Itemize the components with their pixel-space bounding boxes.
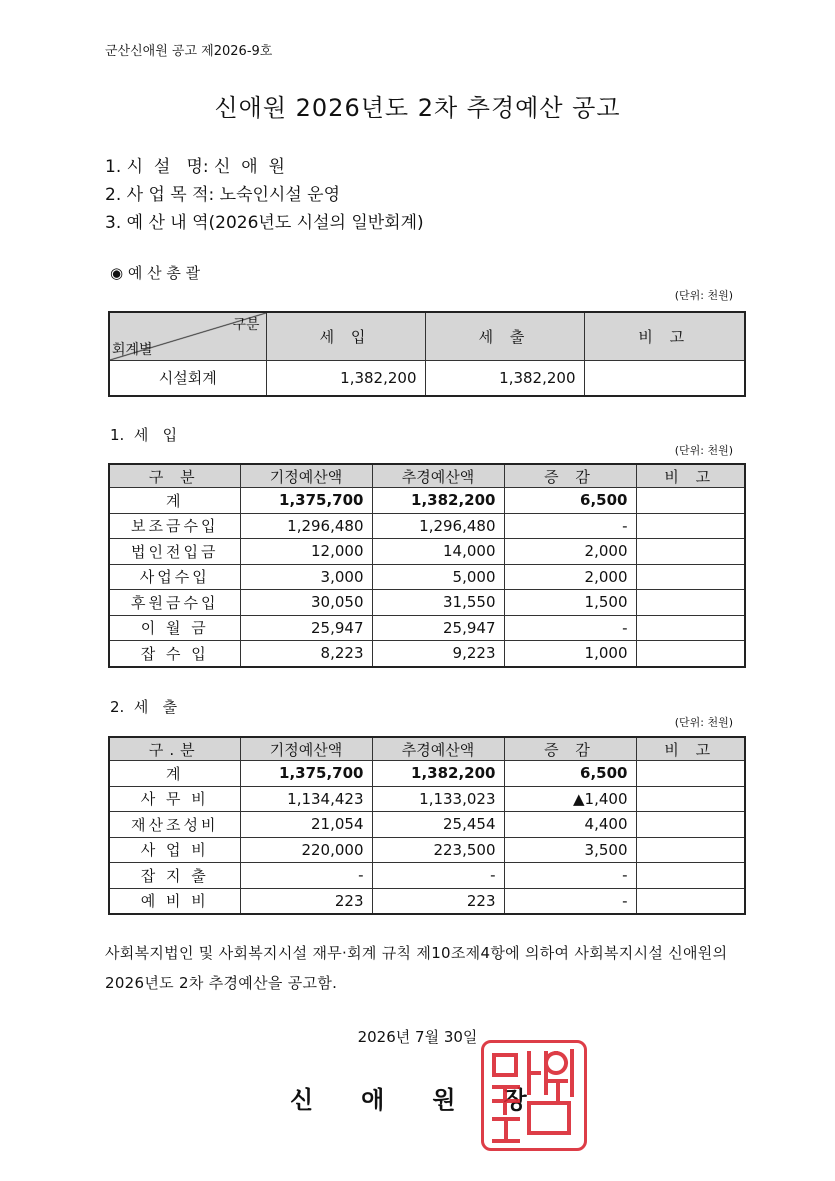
- row-label: 보조금수입: [109, 513, 240, 539]
- item-budget-details: 3. 예 산 내 역(2026년도 시설의 일반회계): [105, 213, 424, 233]
- row-new: 25,454: [372, 812, 504, 838]
- expenditure-header-diff: 증 감: [504, 737, 636, 761]
- table-row: [109, 564, 745, 590]
- revenue-header-prev: 기정예산액: [240, 464, 372, 488]
- revenue-header-category: 구 분: [109, 464, 240, 488]
- row-note: [636, 488, 745, 514]
- row-prev: 220,000: [240, 837, 372, 863]
- summary-header-revenue: 세 입: [266, 312, 425, 360]
- table-row: [109, 837, 745, 863]
- item-business-purpose: 2. 사 업 목 적: 노숙인시설 운영: [105, 185, 341, 205]
- expenditure-header-new: 추경예산액: [372, 737, 504, 761]
- row-prev: 1,375,700: [240, 488, 372, 514]
- row-label: 사 무 비: [109, 786, 240, 812]
- row-label: 재산조성비: [109, 812, 240, 838]
- table-row: [109, 641, 745, 667]
- row-diff: 3,500: [504, 837, 636, 863]
- row-new: 223: [372, 888, 504, 914]
- summary-header-expenditure: 세 출: [425, 312, 584, 360]
- row-new: 31,550: [372, 590, 504, 616]
- summary-header-note: 비 고: [584, 312, 745, 360]
- row-diff: ▲1,400: [504, 786, 636, 812]
- row-diff: 4,400: [504, 812, 636, 838]
- row-note: [636, 564, 745, 590]
- revenue-header-new: 추경예산액: [372, 464, 504, 488]
- revenue-header-note: 비 고: [636, 464, 745, 488]
- table-row: [109, 761, 745, 787]
- row-diff: 2,000: [504, 564, 636, 590]
- revenue-header-diff: 증 감: [504, 464, 636, 488]
- row-note: [636, 786, 745, 812]
- signature: 신애원장: [290, 1086, 575, 1114]
- row-note: [636, 590, 745, 616]
- table-row: [109, 539, 745, 565]
- row-label: 후원금수입: [109, 590, 240, 616]
- summary-row-note: [584, 360, 745, 396]
- row-diff: 6,500: [504, 761, 636, 787]
- table-row: [109, 888, 745, 914]
- row-label: 잡 수 입: [109, 641, 240, 667]
- row-prev: 1,296,480: [240, 513, 372, 539]
- table-row: [109, 863, 745, 889]
- summary-unit: (단위: 천원): [674, 289, 733, 302]
- row-prev: 1,375,700: [240, 761, 372, 787]
- row-note: [636, 863, 745, 889]
- row-diff: -: [504, 863, 636, 889]
- expenditure-header-category: 구.분: [109, 737, 240, 761]
- row-label: 이 월 금: [109, 615, 240, 641]
- row-note: [636, 837, 745, 863]
- row-new: 1,133,023: [372, 786, 504, 812]
- row-label: 계: [109, 761, 240, 787]
- row-diff: -: [504, 888, 636, 914]
- table-row: [109, 786, 745, 812]
- row-new: 9,223: [372, 641, 504, 667]
- row-diff: 1,000: [504, 641, 636, 667]
- row-diff: 6,500: [504, 488, 636, 514]
- official-seal: [481, 1040, 587, 1151]
- table-row: [109, 513, 745, 539]
- row-diff: 1,500: [504, 590, 636, 616]
- row-new: 223,500: [372, 837, 504, 863]
- row-note: [636, 615, 745, 641]
- table-row: [109, 488, 745, 514]
- row-note: [636, 539, 745, 565]
- row-new: 1,382,200: [372, 488, 504, 514]
- row-note: [636, 888, 745, 914]
- row-prev: 3,000: [240, 564, 372, 590]
- summary-diagonal-header: [109, 312, 266, 360]
- diag-top-label: 구분: [232, 317, 260, 333]
- row-note: [636, 812, 745, 838]
- row-diff: -: [504, 615, 636, 641]
- row-label: 예 비 비: [109, 888, 240, 914]
- row-prev: 12,000: [240, 539, 372, 565]
- row-label: 법인전입금: [109, 539, 240, 565]
- revenue-heading: 1. 세 입: [110, 426, 178, 444]
- notice-text: 사회복지법인 및 사회복지시설 재무·회계 규칙 제10조제4항에 의하여 사회복지시설 신애원의 2026년도 2차 추경예산을 공고함.: [105, 944, 728, 992]
- table-row: [109, 812, 745, 838]
- row-note: [636, 761, 745, 787]
- row-new: 14,000: [372, 539, 504, 565]
- row-prev: 223: [240, 888, 372, 914]
- revenue-table: [108, 463, 746, 668]
- row-prev: 30,050: [240, 590, 372, 616]
- row-prev: 21,054: [240, 812, 372, 838]
- table-row: [109, 615, 745, 641]
- row-new: -: [372, 863, 504, 889]
- row-prev: 25,947: [240, 615, 372, 641]
- revenue-unit: (단위: 천원): [674, 444, 733, 457]
- summary-row-label: 시설회계: [109, 360, 266, 396]
- diag-bottom-label: 회계별: [112, 341, 153, 358]
- row-note: [636, 641, 745, 667]
- row-label: 잡 지 출: [109, 863, 240, 889]
- row-prev: 8,223: [240, 641, 372, 667]
- row-diff: -: [504, 513, 636, 539]
- summary-row-expenditure: 1,382,200: [425, 360, 584, 396]
- row-diff: 2,000: [504, 539, 636, 565]
- expenditure-table: [108, 736, 746, 915]
- expenditure-unit: (단위: 천원): [674, 716, 733, 729]
- row-prev: 1,134,423: [240, 786, 372, 812]
- summary-row-revenue: 1,382,200: [266, 360, 425, 396]
- row-note: [636, 513, 745, 539]
- notice-date: 2026년 7월 30일: [357, 1028, 478, 1046]
- expenditure-heading: 2. 세 출: [110, 698, 178, 716]
- row-label: 계: [109, 488, 240, 514]
- document-number: 군산신애원 공고 제2026-9호: [105, 44, 273, 59]
- item-facility-name: 1. 시 설 명: 신 애 원: [105, 157, 285, 177]
- row-new: 1,296,480: [372, 513, 504, 539]
- expenditure-header-note: 비 고: [636, 737, 745, 761]
- summary-heading: ◉ 예 산 총 괄: [110, 264, 201, 282]
- page-title: 신애원 2026년도 2차 추경예산 공고: [214, 94, 621, 122]
- row-prev: -: [240, 863, 372, 889]
- expenditure-header-prev: 기정예산액: [240, 737, 372, 761]
- row-label: 사업수입: [109, 564, 240, 590]
- row-label: 사 업 비: [109, 837, 240, 863]
- summary-table: [108, 311, 746, 397]
- row-new: 1,382,200: [372, 761, 504, 787]
- seal-graphic: [484, 1043, 584, 1148]
- row-new: 5,000: [372, 564, 504, 590]
- row-new: 25,947: [372, 615, 504, 641]
- table-row: [109, 590, 745, 616]
